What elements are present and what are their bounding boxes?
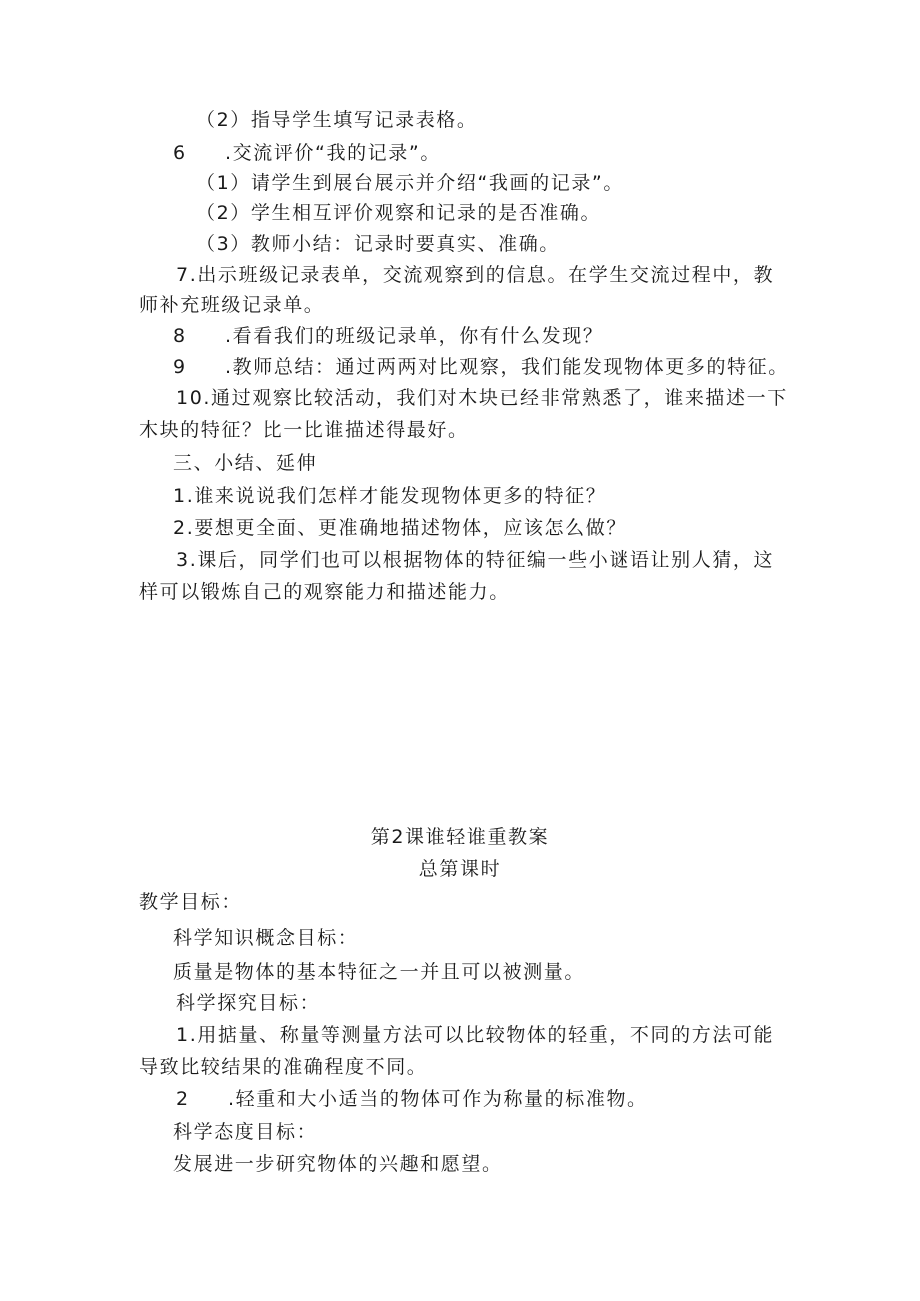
step-6-1-text: （1）请学生到展台展示并介绍“我画的记录”。 [196, 172, 624, 194]
step-6-3-text: （3）教师小结：记录时要真实、准确。 [196, 233, 560, 255]
step-text: .教师总结：通过两两对比观察，我们能发现物体更多的特征。 [225, 356, 789, 378]
item-text: .轻重和大小适当的物体可作为称量的标准物。 [228, 1088, 648, 1110]
step-10-text-cont: 木块的特征？比一比谁描述得最好。 [139, 419, 469, 441]
summary-item-3-cont: 样可以锻炼自己的观察能力和描述能力。 [139, 581, 510, 603]
inquiry-objective-1-cont: 导致比较结果的准确程度不同。 [139, 1056, 428, 1078]
step-8-text [173, 324, 603, 348]
step-number: 9 [173, 356, 187, 378]
step-number: 6 [173, 142, 187, 164]
step-text: .交流评价“我的记录”。 [225, 142, 441, 164]
step-5-2-text: （2）指导学生填写记录表格。 [196, 109, 478, 131]
step-text: .看看我们的班级记录单，你有什么发现？ [225, 325, 604, 347]
step-number: 8 [173, 325, 187, 347]
inquiry-objective-heading: 科学探究目标： [176, 992, 321, 1014]
step-7-text: 7.出示班级记录表单，交流观察到的信息。在学生交流过程中，教 [176, 264, 775, 286]
summary-item-2: 2.要想更全面、更准确地描述物体，应该怎么做？ [173, 517, 627, 539]
section-heading: 三、小结、延伸 [173, 452, 318, 474]
inquiry-objective-1: 1.用掂量、称量等测量方法可以比较物体的轻重，不同的方法可能 [176, 1024, 775, 1046]
objectives-heading: 教学目标： [139, 891, 243, 913]
lesson-subtitle: 总第课时 [418, 858, 502, 880]
attitude-objective-heading: 科学态度目标： [173, 1121, 318, 1143]
step-6-heading [173, 141, 441, 165]
inquiry-objective-2 [176, 1087, 648, 1111]
step-10-text: 10.通过观察比较活动，我们对木块已经非常熟悉了，谁来描述一下 [176, 387, 788, 409]
summary-item-1: 1.谁来说说我们怎样才能发现物体更多的特征？ [173, 485, 607, 507]
step-6-2-text: （2）学生相互评价观察和记录的是否准确。 [196, 202, 602, 224]
knowledge-objective-heading: 科学知识概念目标： [173, 927, 359, 949]
attitude-objective-text: 发展进一步研究物体的兴趣和愿望。 [173, 1153, 503, 1175]
lesson-title: 第2课谁轻谁重教案 [370, 826, 550, 848]
step-7-text-cont: 师补充班级记录单。 [139, 294, 325, 316]
step-9-text [173, 355, 789, 379]
summary-item-3: 3.课后，同学们也可以根据物体的特征编一些小谜语让别人猜，这 [176, 549, 775, 571]
item-number: 2 [176, 1088, 190, 1110]
knowledge-objective-text: 质量是物体的基本特征之一并且可以被测量。 [173, 961, 586, 983]
